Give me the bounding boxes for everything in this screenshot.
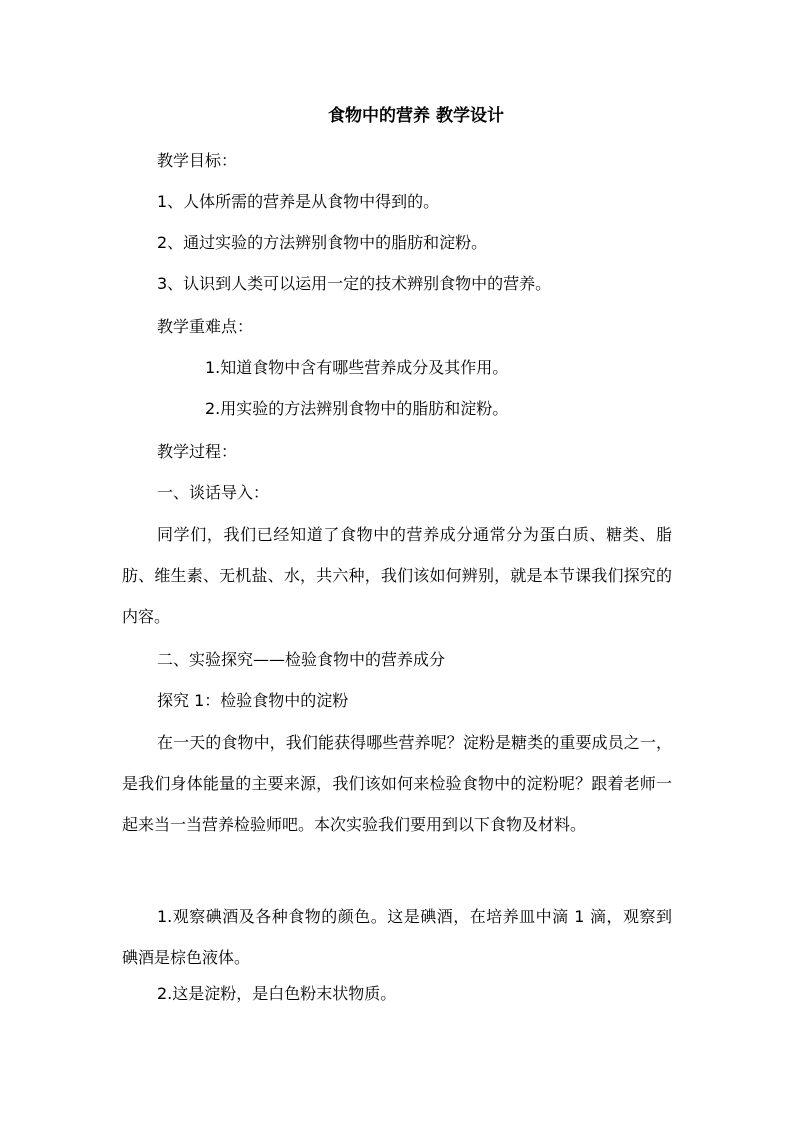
step1-paragraph: 1.观察碘酒及各种食物的颜色。这是碘酒，在培养皿中滴 1 滴，观察到碘酒是棕色液体。 — [122, 907, 672, 967]
goal-item-2: 2、通过实验的方法辨别食物中的脂肪和淀粉。 — [157, 233, 488, 252]
key-point-item-2: 2.用实验的方法辨别食物中的脂肪和淀粉。 — [205, 399, 509, 418]
section1-heading: 一、谈话导入： — [157, 483, 270, 502]
goal-item-1: 1、人体所需的营养是从食物中得到的。 — [157, 192, 440, 211]
key-point-item-1: 1.知道食物中含有哪些营养成分及其作用。 — [205, 358, 509, 377]
explore1-paragraph: 在一天的食物中，我们能获得哪些营养呢？淀粉是糖类的重要成员之一，是我们身体能量的主要来源，我们该如何来检验食物中的淀粉呢？跟着老师一起来当一当营养检验师吧。本次实验我们要用到以下食物及材料。 — [122, 733, 672, 834]
section1-paragraph: 同学们，我们已经知道了食物中的营养成分通常分为蛋白质、糖类、脂肪、维生素、无机盐、水，共六种，我们该如何辨别，就是本节课我们探究的内容。 — [122, 525, 672, 626]
goal-item-3: 3、认识到人类可以运用一定的技术辨别食物中的营养。 — [157, 274, 552, 293]
step2-paragraph: 2.这是淀粉，是白色粉末状物质。 — [157, 984, 397, 1003]
key-points-heading: 教学重难点： — [157, 317, 254, 336]
document-title: 食物中的营养 教学设计 — [328, 106, 504, 126]
explore1-heading: 探究 1：检验食物中的淀粉 — [157, 691, 349, 710]
process-heading: 教学过程： — [157, 442, 238, 461]
goals-heading: 教学目标： — [157, 151, 238, 170]
section2-heading: 二、实验探究——检验食物中的营养成分 — [157, 650, 446, 669]
